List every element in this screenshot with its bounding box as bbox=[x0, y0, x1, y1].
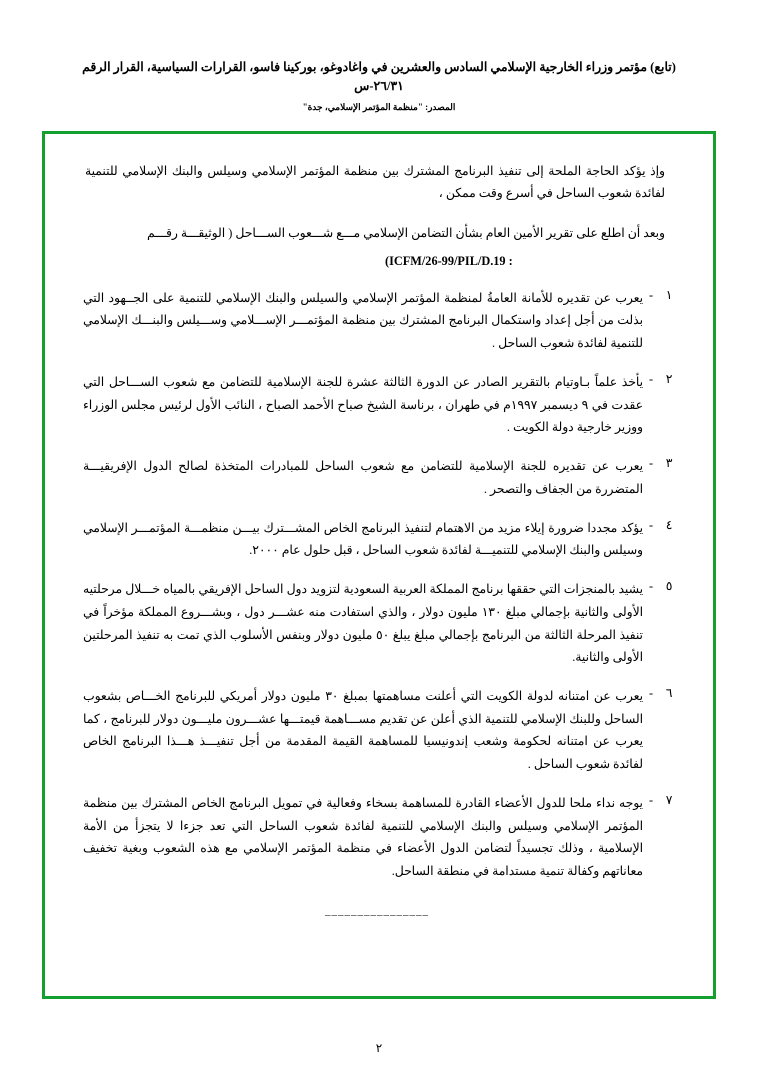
list-item bbox=[75, 455, 679, 500]
list-item-text: يأخذ علماً بـاوتيام بالتقرير الصادر عن الدورة الثالثة عشرة للجنة الإسلامية للتضامن مع شعوب الســـاحل التي عقدت في ٩ ديسمبر ١٩٩٧م في طهران ، برناسة الشيخ صباح الأحمد الصباح ، النائب الأول لرئيس مجلس الوزراء ووزير خارجية دولة الكويت . bbox=[83, 374, 643, 435]
list-item-dash: - bbox=[648, 371, 654, 386]
list-item-number: ٢ bbox=[665, 371, 673, 386]
list-item-dash: - bbox=[648, 456, 654, 471]
list-item-text: يعرب عن تقديره للجنة الإسلامية للتضامن مع شعوب الساحل للمبادرات المتخذة لصالح الدول الإفريقيـــة المتضررة من الجفاف والتصحر . bbox=[83, 459, 643, 496]
list-item-dash: - bbox=[648, 517, 654, 532]
content-frame bbox=[42, 131, 716, 999]
list-item-dash: - bbox=[648, 685, 654, 700]
list-item-text: يعرب عن تقديره للأمانة العامةُ لمنظمة المؤتمر الإسلامي والسيلس والبنك الإسلامي للتنمية على الجــهود التي بذلت من أجل إعداد واستكمال البرنامج المشترك بين منظمة المؤتمـــر الإســـلامي وســـيلس والبنـــك الإسلامي للتنمية لفائدة شعوب الساحل . bbox=[83, 290, 643, 351]
section-separator: ________________ bbox=[325, 904, 429, 917]
list-item bbox=[75, 685, 679, 776]
page-number: ٢ bbox=[375, 1041, 383, 1055]
list-item bbox=[75, 287, 679, 355]
preamble-paragraph-1: وإذ يؤكد الحاجة الملحة إلى تنفيذ البرنامج المشترك بين منظمة المؤتمر الإسلامي وسيلس والبنك الإسلامي للتنمية لفائدة شعوب الساحل في أسرع وقت ممكن ، bbox=[85, 163, 665, 201]
list-item-dash: - bbox=[648, 579, 654, 594]
header-title: (تابع) مؤتمر وزراء الخارجية الإسلامي السادس والعشرين في واغادوغو، بوركينا فاسو، القرارات السياسية، القرار الرقم ٢٦/٣١-س bbox=[82, 60, 676, 93]
list-item-text: يشيد بالمنجزات التي حققها برنامج المملكة العربية السعودية لتزويد دول الساحل الإفريقي بالمياه خـــلال مرحلتيه الأولى والثانية بإجمالي مبلغ ١٣٠ مليون دولار ، والذي استفادت منه عشـــر دول ، وبشـــروع المملكة مؤخراً في تنفيذ المرحلة الثالثة من البرنامج بإجمالي مبلغ يبلغ ٥٠ مليون دولار وبنفس الأسلوب الذي تمت به تنفيذ المرحلتين الأولى والثانية. bbox=[83, 582, 643, 665]
list-item bbox=[75, 792, 679, 883]
document-header bbox=[69, 58, 689, 113]
list-item-dash: - bbox=[648, 287, 654, 302]
list-item bbox=[75, 517, 679, 562]
list-item bbox=[75, 578, 679, 669]
list-item-number: ٧ bbox=[665, 792, 673, 807]
list-item-number: ٦ bbox=[665, 685, 673, 700]
list-item-number: ٥ bbox=[665, 579, 673, 594]
list-item-number: ٤ bbox=[665, 517, 673, 532]
header-source: المصدر: "منظمة المؤتمر الإسلامي، جدة" bbox=[302, 101, 456, 112]
list-item-text: يعرب عن امتنانه لدولة الكويت التي أعلنت مساهمتها بمبلغ ٣٠ مليون دولار أمريكي للبرنامج الخـــاص بشعوب الساحل وللبنك الإسلامي للتنمية الذي أعلن عن تقديم مســـاهمة قيمتـــها عشـــرون مليـــون دولار للبرنامج ، كما يعرب عن امتنانه لحكومة وشعب إندونيسيا للمساهمة القيمة المقدمة من أجل تنفيـــذ هـــذا البرنامج الخاص لفائدة شعوب الساحل . bbox=[83, 688, 643, 772]
list-item-text: يوجه نداء ملحا للدول الأعضاء القادرة للمساهمة بسخاء وفعالية في تمويل البرنامج الخاص المشترك بين منظمة المؤتمر الإسلامي وسيلس والبنك الإسلامي للتنمية لفائدة شعوب الساحل التي تعد جزءا لا يتجزأ من الأمة الإسلامية ، وذلك تجسيداً لتضامن الدول الأعضاء في منظمة المؤتمر الإسلامي مع هذه الشعوب وبغية تخفيف معاناتهم وكفالة تنمية مستدامة في منطقة الساحل. bbox=[83, 795, 643, 879]
list-item bbox=[75, 371, 679, 439]
list-item-text: يؤكد مجددا ضرورة إيلاء مزيد من الاهتمام لتنفيذ البرنامج الخاص المشـــترك بيـــن منظمـــة المؤتمـــر الإسلامي وسيلس والبنك الإسلامي للتنميـــة لفائدة شعوب الساحل ، قبل حلول عام ٢٠٠٠. bbox=[83, 520, 643, 558]
preamble-paragraph-2: وبعد أن اطلع على تقرير الأمين العام بشأن التضامن الإسلامي مـــع شـــعوب الســـاحل ( الوثيقـــة رقـــم bbox=[147, 225, 665, 240]
list-item-number: ٣ bbox=[665, 456, 673, 471]
list-item-number: ١ bbox=[665, 287, 673, 302]
list-item-dash: - bbox=[648, 792, 654, 807]
document-reference: (ICFM/26-99/PIL/D.19 : bbox=[385, 253, 513, 268]
